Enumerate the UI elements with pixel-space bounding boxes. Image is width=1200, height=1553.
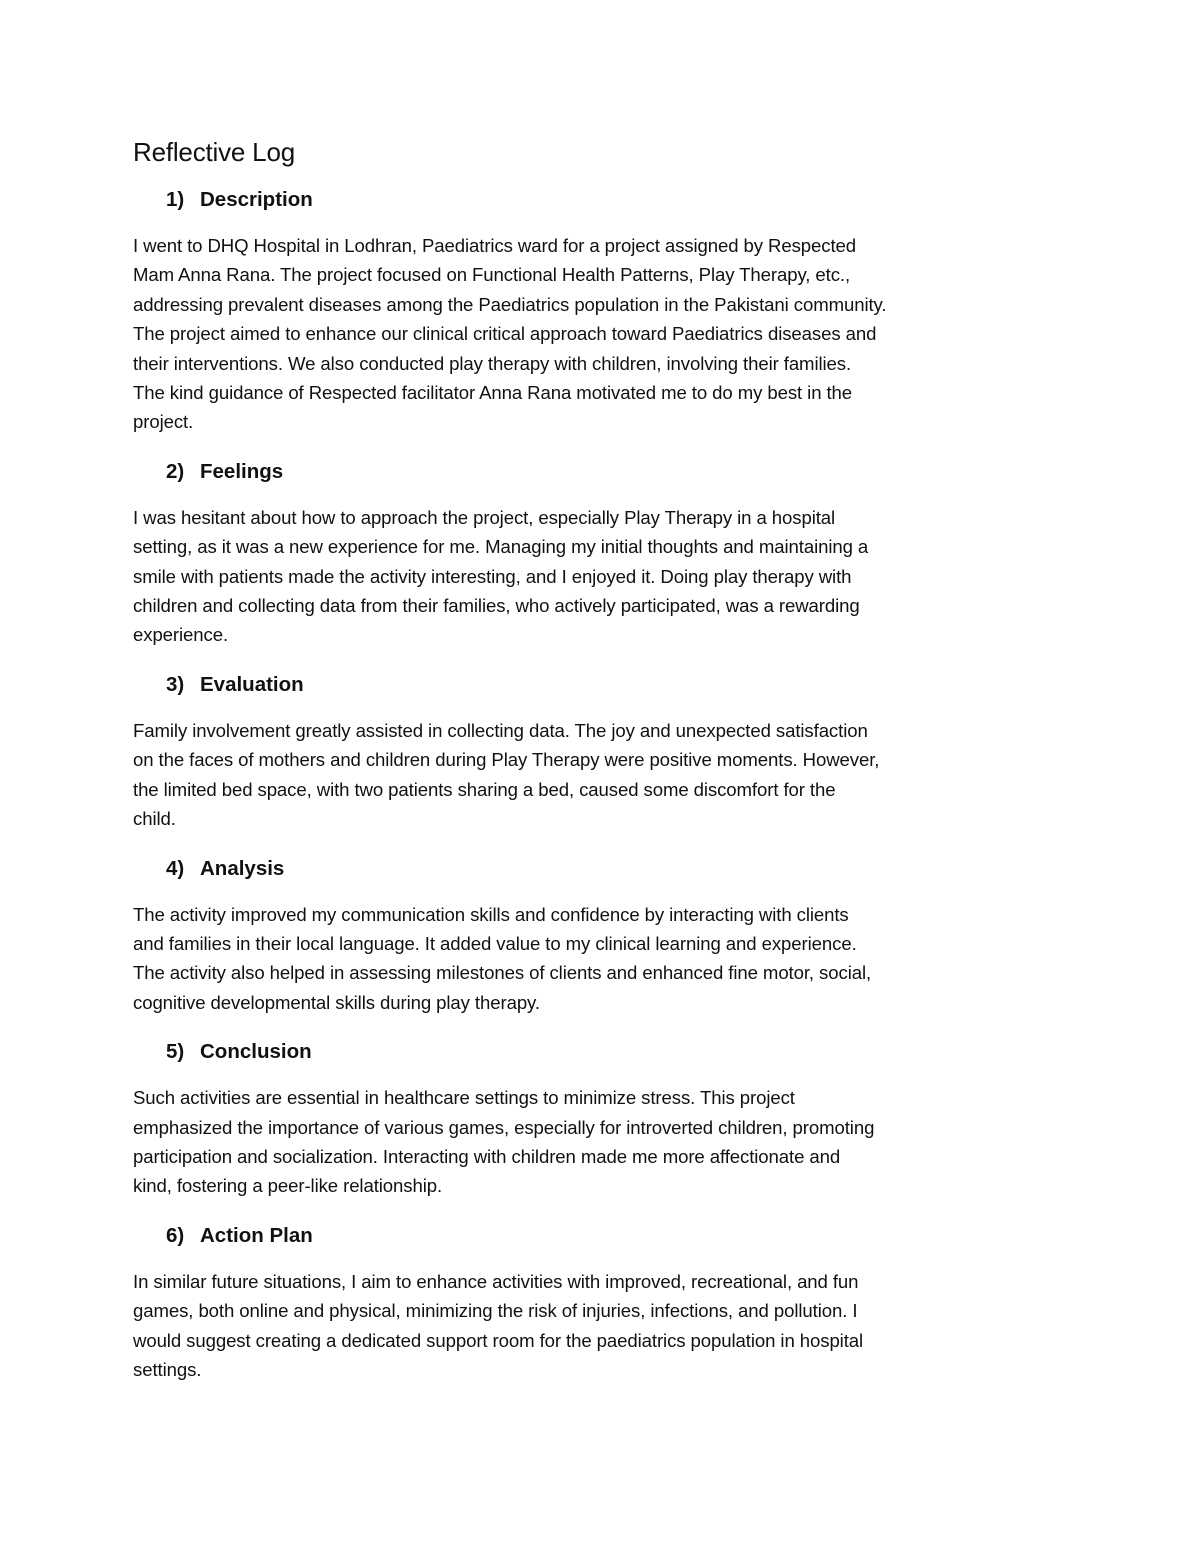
document-title: Reflective Log: [133, 137, 295, 167]
section-feelings: [133, 457, 983, 650]
section-heading: [133, 1221, 983, 1251]
section-title: Action Plan: [200, 1223, 313, 1247]
section-number: 5): [166, 1040, 185, 1064]
section-action-plan: [133, 1221, 983, 1385]
paragraph-line: The kind guidance of Respected facilitator Anna Rana motivated me to do my best in the: [133, 382, 853, 404]
section-paragraph: [133, 1267, 983, 1385]
paragraph-line: I was hesitant about how to approach the project, especially Play Therapy in a hospital: [133, 506, 836, 528]
paragraph-line: project.: [133, 411, 194, 433]
section-evaluation: [133, 670, 983, 834]
paragraph-line: addressing prevalent diseases among the Paediatrics population in the Pakistani community.: [133, 293, 887, 315]
section-analysis: [133, 854, 983, 1018]
section-number: 1): [166, 188, 185, 211]
paragraph-line: Such activities are essential in healthcare settings to minimize stress. This project: [133, 1087, 795, 1109]
paragraph-line: games, both online and physical, minimizing the risk of injuries, infections, and pollution. I: [133, 1300, 858, 1322]
paragraph-line: participation and socialization. Interacting with children made me more affectionate and: [133, 1145, 841, 1167]
section-heading: [133, 457, 983, 487]
paragraph-line: The project aimed to enhance our clinical critical approach toward Paediatrics diseases and: [133, 323, 877, 345]
section-paragraph: [133, 1083, 983, 1201]
paragraph-line: setting, as it was a new experience for me. Managing my initial thoughts and maintaining a: [133, 536, 869, 558]
paragraph-line: experience.: [133, 624, 229, 646]
paragraph-line: children and collecting data from their families, who actively participated, was a rewarding: [133, 595, 860, 617]
section-number: 2): [166, 459, 185, 483]
paragraph-line: kind, fostering a peer-like relationship.: [133, 1175, 443, 1197]
section-paragraph: [133, 503, 983, 650]
section-title: Evaluation: [200, 672, 304, 696]
section-conclusion: [133, 1037, 983, 1201]
section-paragraph: [133, 716, 983, 834]
paragraph-line: the limited bed space, with two patients sharing a bed, caused some discomfort for the: [133, 778, 836, 800]
document-content: [133, 132, 983, 1404]
section-title: Feelings: [200, 459, 284, 483]
paragraph-line: cognitive developmental skills during play therapy.: [133, 991, 540, 1013]
section-number: 4): [166, 856, 185, 880]
section-title: Conclusion: [200, 1040, 312, 1064]
section-paragraph: [133, 900, 983, 1018]
section-heading: [133, 854, 983, 884]
section-heading: [133, 1037, 983, 1067]
paragraph-line: Family involvement greatly assisted in collecting data. The joy and unexpected satisfaction: [133, 719, 868, 741]
section-paragraph: [133, 231, 983, 437]
paragraph-line: on the faces of mothers and children during Play Therapy were positive moments. However,: [133, 749, 880, 771]
paragraph-line: child.: [133, 808, 176, 830]
section-heading: [133, 670, 983, 700]
paragraph-line: would suggest creating a dedicated support room for the paediatrics population in hospital: [133, 1329, 864, 1351]
section-title: Analysis: [200, 856, 285, 880]
section-description: [133, 185, 983, 437]
section-number: 6): [166, 1223, 185, 1247]
section-number: 3): [166, 672, 185, 696]
paragraph-line: smile with patients made the activity interesting, and I enjoyed it. Doing play therapy with: [133, 565, 852, 587]
paragraph-line: Mam Anna Rana. The project focused on Functional Health Patterns, Play Therapy, etc.,: [133, 264, 851, 286]
paragraph-line: their interventions. We also conducted play therapy with children, involving their families.: [133, 352, 852, 374]
section-heading: [133, 185, 983, 215]
paragraph-line: In similar future situations, I aim to enhance activities with improved, recreational, and fun: [133, 1270, 859, 1292]
paragraph-line: I went to DHQ Hospital in Lodhran, Paediatrics ward for a project assigned by Respected: [133, 235, 857, 256]
sections-container: [133, 185, 983, 1384]
section-title: Description: [200, 188, 313, 211]
paragraph-line: The activity also helped in assessing milestones of clients and enhanced fine motor, social,: [133, 962, 872, 984]
paragraph-line: emphasized the importance of various games, especially for introverted children, promoting: [133, 1116, 875, 1138]
paragraph-line: settings.: [133, 1358, 202, 1380]
paragraph-line: The activity improved my communication skills and confidence by interacting with clients: [133, 903, 849, 925]
paragraph-line: and families in their local language. It added value to my clinical learning and experience.: [133, 932, 857, 954]
